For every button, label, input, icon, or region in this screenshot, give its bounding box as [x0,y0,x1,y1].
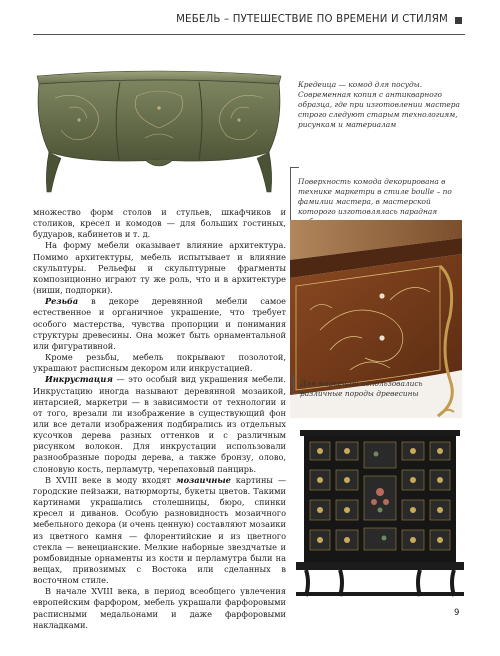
paragraph-3-text: в декоре деревянной мебели самое естественное и органичное украшение, что требует особого мастерства, чувства пропорции и понимания структуры древесины. Она может быть орнаментальной или фигуративной. [33,296,286,351]
paragraph-5 [33,374,286,474]
paragraph-2: На форму мебели оказывает влияние архитектура. Помимо архитектуры, мебель испытывает и влияние скульптуры. Рельефы и скульптурные фрагменты композиционно играют ту же роль, что и в архитектуре (ниши, подпорки). [33,240,286,296]
paragraph-6 [33,475,286,587]
header-divider [33,34,465,35]
header-square-marker [455,17,462,24]
running-header: МЕБЕЛЬ – ПУТЕШЕСТВИЕ ПО ВРЕМЕНИ И СТИЛЯМ [176,14,448,25]
boulle-caption: Поверхность комода декорирована в технике маркетри в стиле boulle – по фамилии мастера, в мастерской которого изготовлялась парадная [298,177,452,217]
page-number: 9 [454,608,460,618]
term-mosaic: мозаичные [175,474,231,485]
term-inlay: Инкрустация [45,374,113,385]
paragraph-7: В начале XVIII века, в период всеобщего увлечения европейским фарфором, мебель украшали фарфоровыми расписными медальонами и даже фарфоровыми накладками. [33,586,286,630]
mosaic-cabinet-photo [296,430,464,598]
article-body [33,207,286,631]
paragraph-5-text: — это особый вид украшения мебели. Инкрустацию иногда называют деревянной мозаикой, интарсией, маркетри — в зависимости от технологии и от того, врезали ли изображение в существующий фон или все детали изображения подбирались из отдельных кусочков дерева разных оттенков и с различным рисунком волокон. Для инкрустации использовали разнообразные породы дерева, а также бронзу, олово, слоновую кость, перламутр, черепаховый панцирь. [33,374,286,474]
paragraph-6-start: В XVIII веке в моду входят [45,474,176,485]
sideboard-photo [33,68,285,196]
paragraph-4: Кроме резьбы, мебель покрывают позолотой, украшают расписным декором или инкрустацией. [33,352,286,374]
paragraph-1: множество форм столов и стульев, шкафчиков и столиков, кресел и комодов — для больших гостиных, будуаров, кабинетов и т. д. [33,207,286,240]
sideboard-caption: Кредеица — комод для посуды. Современная копия с антикварного образца, где при изготовлении мастера строго следуют старым технологиям, рисункам и материалам [298,80,460,130]
term-carving: Резьба [45,296,79,307]
marquetry-caption: Для маркетри использовались различные породы древесины [300,379,423,399]
paragraph-3 [33,296,286,352]
paragraph-6-text: картины — городские пейзажи, натюрморты, букеты цветов. Такими картинами украшались столешницы, бюро, спинки кресел и диванов. Особую разновидность мозаичного мебельного декора (и очень ценную) составляют мозаики из цветного камня — флорентийские и из цветного стекла — венецианские. Мелкие наборные звездчатые и ромбовидные орнаменты из кости и перламутра были на вещах, привозимых с Востока или сделанных в восточном стиле. [33,474,287,586]
